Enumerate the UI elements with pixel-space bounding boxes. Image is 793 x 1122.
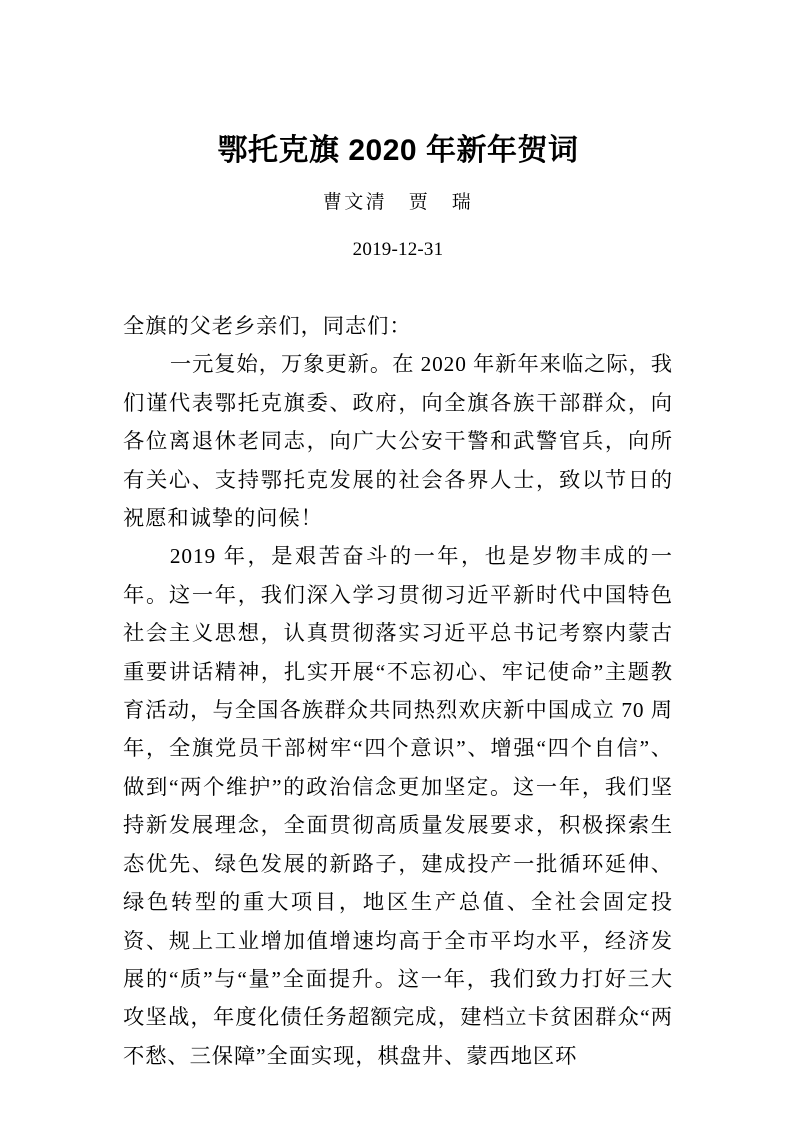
document-authors: 曹文清 贾 瑞 [322, 192, 474, 213]
paragraph-review-2019: 2019 年，是艰苦奋斗的一年，也是岁物丰成的一年。这一年，我们深入学习贯彻习近平新时代中国特色社会主义思想，认真贯彻落实习近平总书记考察内蒙古重要讲话精神，扎实开展“不忘初心、牢记使命”主题教育活动，与全国各族群众共同热烈欢庆新中国成立 70 周年，全旗党员干部树牢“四个意识”、增强“四个自信”、做到“两个维护”的政治信念更加坚定。这一年，我们坚持新发展理念，全面贯彻高质量发展要求，积极探索生态优先、绿色发展的新路子，建成投产一批循环延伸、绿色转型的重大项目，地区生产总值、全社会固定投资、规上工业增加值增速均高于全市平均水平，经济发展的“质”与“量”全面提升。这一年，我们致力打好三大攻坚战，年度化债任务超额完成，建档立卡贫困群众“两不愁、三保障”全面实现，棋盘井、蒙西地区环 [123, 544, 673, 1068]
paragraph-salutation: 全旗的父老乡亲们，同志们： [123, 314, 412, 338]
document-date: 2019-12-31 [352, 239, 444, 260]
page-title: 鄂托克旗 2020 年新年贺词 [217, 134, 579, 167]
document-body [123, 263, 673, 1075]
paragraph-greeting: 一元复始，万象更新。在 2020 年新年来临之际，我们谨代表鄂托克旗委、政府，向全旗各族干部群众，向各位离退休老同志，向广大公安干警和武警官兵，向所有关心、支持鄂托克发展的社会各界人士，致以节日的祝愿和诚挚的问候！ [123, 352, 673, 531]
